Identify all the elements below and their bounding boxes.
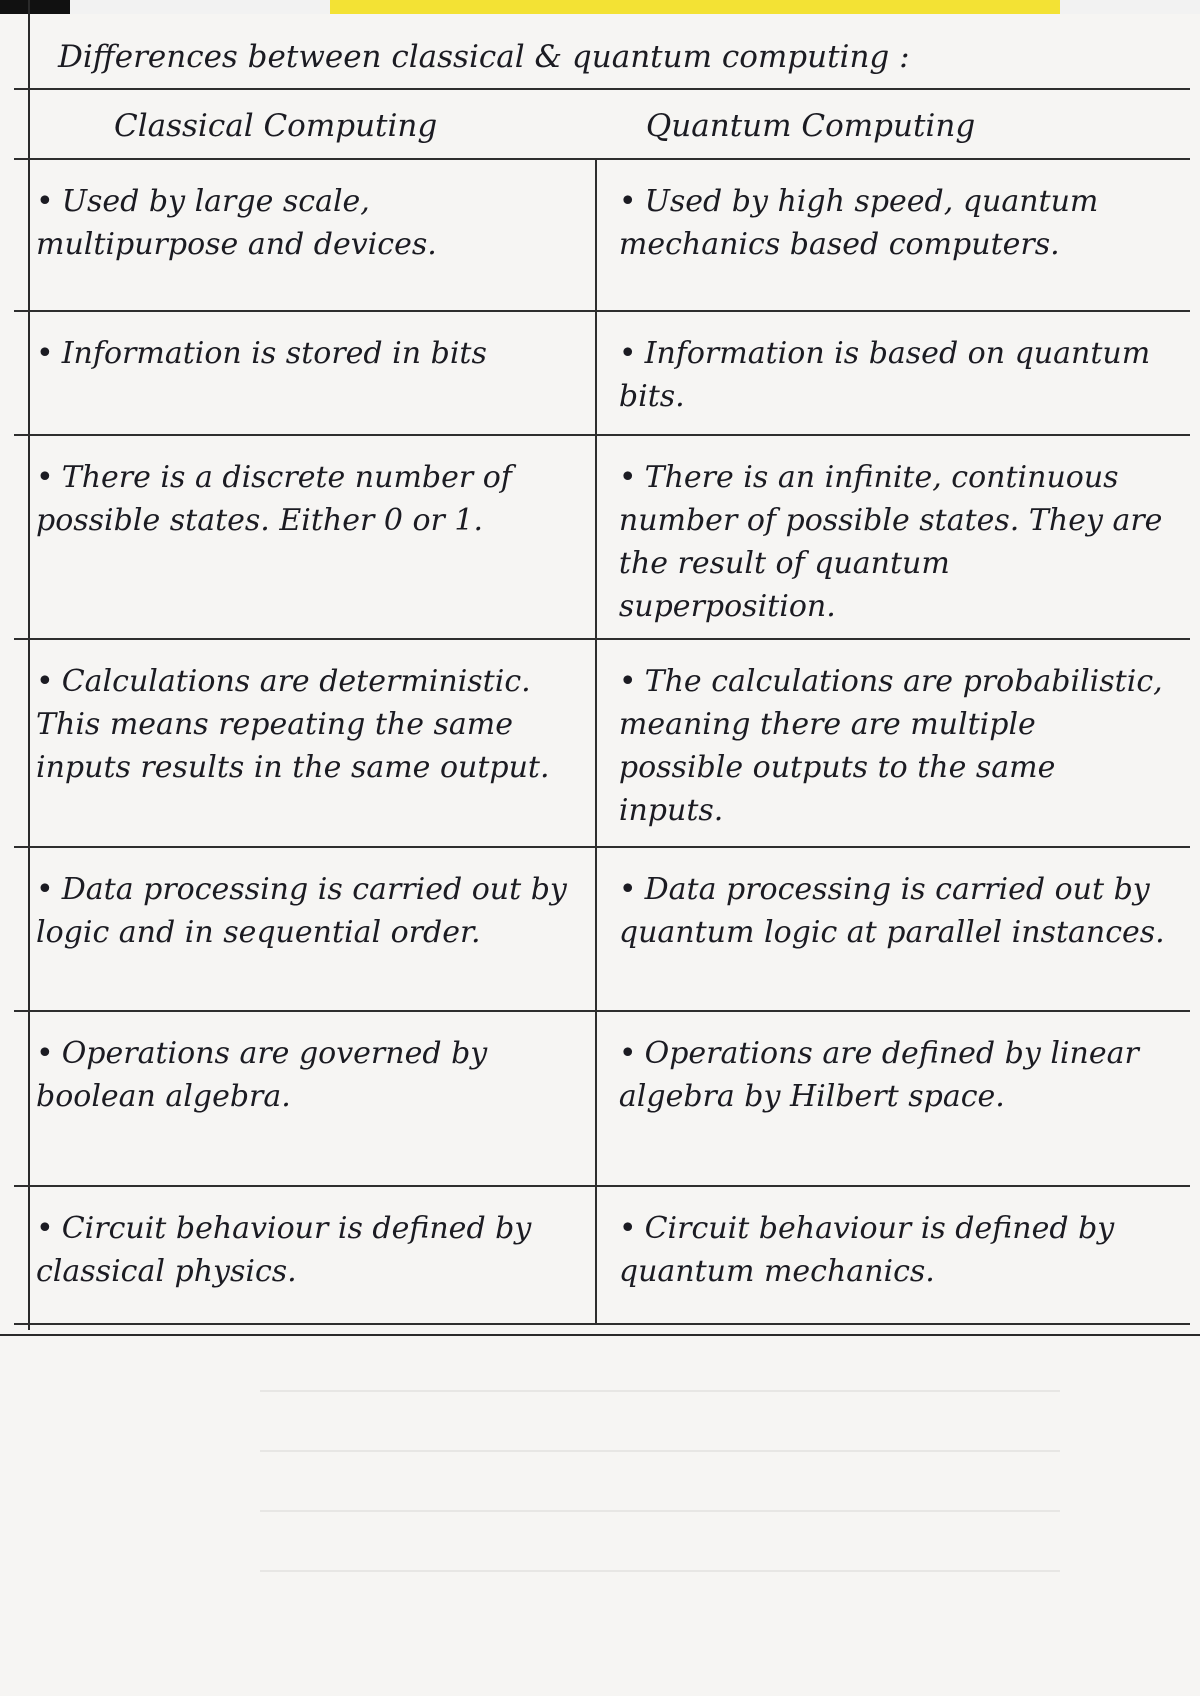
header-row	[14, 89, 1190, 159]
bullet-icon: •	[618, 1036, 637, 1071]
quantum-text: Information is based on quantum bits.	[618, 336, 1151, 414]
classical-text: Information is stored in bits	[61, 336, 487, 371]
classical-cell	[14, 639, 596, 847]
quantum-cell	[596, 1011, 1190, 1186]
bullet-icon: •	[618, 460, 637, 495]
quantum-cell	[596, 847, 1190, 1011]
table-row	[14, 159, 1190, 311]
bleed-through-line	[260, 1510, 1060, 1512]
classical-cell	[14, 435, 596, 639]
quantum-text: Used by high speed, quantum mechanics based computers.	[618, 184, 1099, 262]
table-row	[14, 1186, 1190, 1324]
classical-text: Operations are governed by boolean algebra.	[36, 1036, 488, 1114]
bleed-through-line	[260, 1570, 1060, 1572]
table-row	[14, 311, 1190, 435]
bullet-icon: •	[36, 336, 54, 371]
column-header-classical: Classical Computing	[14, 89, 596, 159]
bullet-icon: •	[618, 184, 637, 219]
classical-text: Circuit behaviour is defined by classical physics.	[36, 1211, 532, 1289]
bullet-icon: •	[618, 664, 637, 699]
quantum-text: The calculations are probabilistic, meaning there are multiple possible outputs to the same inputs.	[618, 664, 1163, 828]
bleed-through-line	[260, 1390, 1060, 1392]
table-row	[14, 435, 1190, 639]
bullet-icon: •	[36, 1036, 54, 1071]
classical-text: Calculations are deterministic. This means repeating the same inputs results in the same output.	[36, 664, 550, 785]
bullet-icon: •	[36, 184, 54, 219]
binding-shadow	[0, 0, 70, 14]
table-row	[14, 847, 1190, 1011]
quantum-text: There is an infinite, continuous number of possible states. They are the result of quantum superposition.	[618, 460, 1163, 624]
bullet-icon: •	[36, 872, 54, 907]
comparison-table	[14, 88, 1190, 1325]
quantum-cell	[596, 435, 1190, 639]
quantum-text: Circuit behaviour is defined by quantum mechanics.	[618, 1211, 1115, 1289]
classical-cell	[14, 311, 596, 435]
classical-text: There is a discrete number of possible states. Either 0 or 1.	[36, 460, 512, 538]
classical-text: Data processing is carried out by logic and in sequential order.	[36, 872, 567, 950]
table-row	[14, 639, 1190, 847]
bullet-icon: •	[36, 460, 54, 495]
quantum-cell	[596, 639, 1190, 847]
classical-cell	[14, 847, 596, 1011]
quantum-text: Data processing is carried out by quantum logic at parallel instances.	[618, 872, 1165, 950]
bleed-through-line	[260, 1450, 1060, 1452]
classical-cell	[14, 1186, 596, 1324]
bullet-icon: •	[618, 872, 637, 907]
bullet-icon: •	[36, 1211, 54, 1246]
quantum-text: Operations are defined by linear algebra by Hilbert space.	[618, 1036, 1139, 1114]
quantum-cell	[596, 311, 1190, 435]
page-title: Differences between classical & quantum computing :	[58, 39, 910, 75]
classical-text: Used by large scale, multipurpose and devices.	[36, 184, 437, 262]
page-bottom-rule	[0, 1334, 1200, 1336]
column-header-quantum: Quantum Computing	[596, 89, 1190, 159]
table-row	[14, 1011, 1190, 1186]
classical-cell	[14, 159, 596, 311]
bullet-icon: •	[618, 1211, 637, 1246]
highlighter-mark	[330, 0, 1060, 14]
bullet-icon: •	[36, 664, 54, 699]
quantum-cell	[596, 159, 1190, 311]
quantum-cell	[596, 1186, 1190, 1324]
bullet-icon: •	[618, 336, 637, 371]
classical-cell	[14, 1011, 596, 1186]
